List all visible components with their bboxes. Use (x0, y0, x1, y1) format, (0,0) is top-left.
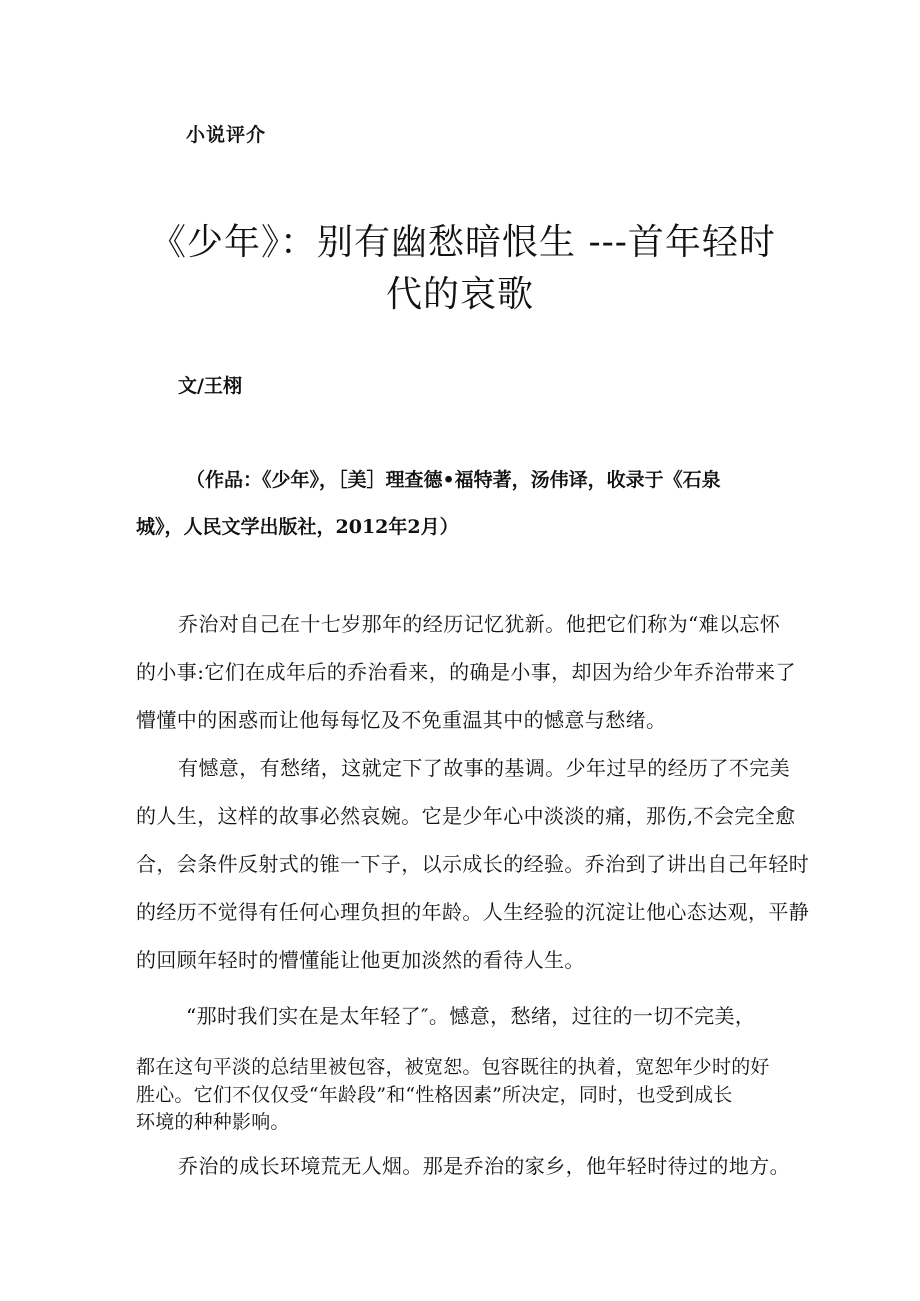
section-label: 小说评介 (186, 124, 267, 146)
paragraph-line: 的回顾年轻时的懵懂能让他更加淡然的看待人生。 (136, 948, 585, 972)
paragraph-line: 的经历不觉得有任何心理负担的年龄。人生经验的沉淀让他心态达观，平静 (136, 900, 810, 924)
paragraph-line: 有憾意，有愁绪，这就定下了故事的基调。少年过早的经历了不完美 (178, 756, 790, 780)
paragraph-line: 的小事:它们在成年后的乔治看来，的确是小事，却因为给少年乔治带来了 (136, 660, 796, 684)
author-byline: 文/王栩 (178, 375, 242, 397)
paragraph-line: 乔治的成长环境荒无人烟。那是乔治的家乡，他年轻时待过的地方。 (178, 1154, 790, 1178)
paragraph-line: 乔治对自己在十七岁那年的经历记忆犹新。他把它们称为“难以忘怀 (178, 612, 781, 636)
article-title-line-1: 《少年》：别有幽愁暗恨生 ---首年轻时 (150, 222, 776, 263)
paragraph-line: 懵懂中的困惑而让他每每忆及不免重温其中的憾意与愁绪。 (136, 708, 667, 732)
paragraph-line: 都在这句平淡的总结里被包容，被宽恕。包容既往的执着，宽恕年少时的好 (136, 1056, 770, 1078)
article-title-line-2: 代的哀歌 (385, 274, 534, 315)
work-info-line-1: （作品：《少年》，［美］理查德•福特著，汤伟译，收录于《石泉 (186, 469, 721, 491)
paragraph-line: “那时我们实在是太年轻了″。憾意，愁绪，过往的一切不完美， (186, 1004, 756, 1028)
work-info-line-2: 城》，人民文学出版社，2012年2月） (136, 516, 459, 538)
paragraph-line: 合，会条件反射式的锥一下子，以示成长的经验。乔治到了讲出自己年轻时 (136, 852, 810, 876)
paragraph-line: 环境的种种影响。 (136, 1111, 290, 1133)
paragraph-line: 的人生，这样的故事必然哀婉。它是少年心中淡淡的痛，那伤,不会完全愈 (136, 804, 796, 828)
paragraph-line: 胜心。它们不仅仅受“年龄段”和“性格因素”所决定，同时，也受到成长 (136, 1084, 733, 1106)
